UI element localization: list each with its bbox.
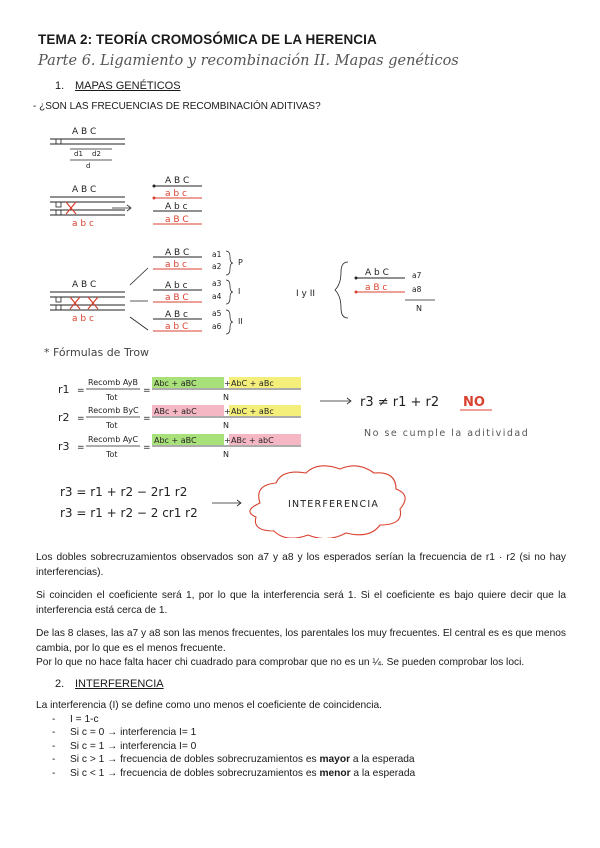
fraction-denominator: N (416, 304, 422, 313)
section-label: INTERFERENCIA (75, 678, 164, 690)
bullet-text: I = 1-c (70, 714, 99, 725)
gametes-2 (153, 248, 243, 334)
class-label: a1 (212, 250, 222, 259)
formula-term: Abc + aBC (154, 379, 197, 388)
formula-N: N (223, 421, 229, 430)
svg-text:=: = (77, 386, 85, 396)
formula-numerator: Recomb ByC (88, 406, 139, 415)
interference-cloud-label: INTERFERENCIA (288, 499, 380, 510)
paragraph: De las 8 clases, las a7 y a8 son las menos frecuentes, los parentales los muy frecuentes. El central es es que menos cambia, por lo que es el menos frecuente. (36, 628, 566, 654)
formula-r1 (58, 377, 301, 402)
formula-term: ABc + abC (231, 436, 274, 445)
bullet-text: Si c = 0 → interferencia I= 1 (70, 727, 197, 739)
bullet-text: Si c < 1 → frecuencia de dobles sobrecruzamientos es (70, 767, 320, 779)
svg-text:=: = (77, 443, 85, 453)
interferencia-list (52, 713, 415, 780)
distance-label: d (86, 162, 91, 170)
gamete-label-red: a B c (365, 283, 388, 293)
formulas-title: * Fórmulas de Trow (44, 346, 150, 359)
section-number: 1. (55, 80, 65, 92)
bullet-dash: - (52, 727, 56, 739)
interference-equation-1: r3 = r1 + r2 − 2r1 r2 (60, 485, 188, 499)
paragraph: Por lo que no hace falta hacer chi cuadrado para comprobar que no es un ¼. Se pueden comprobar los loci. (36, 657, 525, 668)
no-mark: NO (463, 395, 485, 410)
page-title: TEMA 2: TEORÍA CROMOSÓMICA DE LA HERENCIA (38, 32, 377, 47)
formula-term: AbC + aBc (231, 379, 274, 388)
formula-numerator: Recomb AyC (88, 435, 139, 444)
paragraph: Los dobles sobrecruzamientos observados son a7 y a8 y los esperados serían la frecuencia de r1 · r2 (si no hay interferencias). (36, 552, 566, 578)
class-label: a6 (212, 322, 222, 331)
class-label: a2 (212, 262, 222, 271)
list-item (52, 713, 415, 726)
formula-term: Abc + aBC (154, 436, 197, 445)
formula-term: AbC + aBc (231, 407, 274, 416)
formula-name: r3 (58, 440, 70, 453)
svg-text:=: = (143, 443, 151, 453)
formula-denominator: Tot (106, 421, 118, 430)
bullet-dash: - (52, 767, 56, 779)
gamete-label-red: a B C (165, 215, 189, 225)
formula-N: N (223, 393, 229, 402)
distance-label: d1 (74, 150, 83, 158)
gamete-label-red: a B C (165, 293, 189, 303)
bullet-text: Si c = 1 → interferencia I= 0 (70, 740, 197, 752)
gamete-label: A B c (165, 310, 189, 320)
genes-label-red: a b c (72, 314, 94, 324)
additivity-result: r3 ≠ r1 + r2 (360, 395, 440, 410)
bullet-text-end: a la esperada (350, 754, 415, 766)
formula-name: r2 (58, 411, 70, 424)
list-item (52, 767, 415, 780)
distance-label: d2 (92, 150, 101, 158)
bullet-dash: - (52, 740, 56, 752)
paragraph: Si coinciden el coeficiente será 1, por lo que la interferencia será 1. Si el coeficiente es bajo quiere decir que la interferencia está cerca de 1. (36, 590, 566, 616)
formula-denominator: Tot (106, 393, 118, 402)
gamete-label: A b c (165, 281, 188, 291)
bullet-bold: mayor (319, 754, 351, 766)
genes-label-red: a b c (72, 219, 94, 229)
class-label: a7 (412, 271, 422, 280)
bullet-dash: - (52, 714, 56, 725)
section-number: 2. (55, 678, 65, 690)
gamete-label-red: a b C (165, 322, 189, 332)
page-subtitle: Parte 6. Ligamiento y recombinación II. Mapas genéticos (38, 53, 459, 69)
genes-label: A B C (72, 127, 97, 137)
section-label: MAPAS GENÉTICOS (75, 80, 181, 92)
bullet-dash: - (52, 754, 56, 766)
gamete-label-red: a b c (165, 260, 187, 270)
section-heading-mapas (55, 80, 181, 92)
question-line: - ¿SON LAS FRECUENCIAS DE RECOMBINACIÓN ADITIVAS? (33, 101, 321, 112)
bullet-bold: menor (319, 767, 351, 779)
formula-N: N (223, 450, 229, 459)
formula-name: r1 (58, 383, 70, 396)
single-crossover (50, 185, 131, 229)
group-label: II (238, 317, 243, 326)
interferencia-definition: La interferencia (I) se define como uno menos el coeficiente de coincidencia. (36, 700, 383, 711)
group-label: P (238, 258, 243, 267)
formula-r2 (58, 405, 301, 430)
bullet-text: Si c > 1 → frecuencia de dobles sobrecruzamientos es (70, 754, 320, 766)
double-recombinants-bracket (296, 262, 435, 318)
class-label: a4 (212, 292, 222, 301)
svg-text:+: + (224, 379, 231, 388)
section-heading-interferencia (55, 678, 164, 690)
genetics-handwritten-diagram (30, 118, 575, 538)
list-item (52, 740, 415, 753)
gamete-label: A B C (165, 176, 190, 186)
svg-text:+: + (224, 407, 231, 416)
bullet-text-end: a la esperada (350, 767, 416, 779)
interference-equation-2: r3 = r1 + r2 − 2 cr1 r2 (60, 506, 198, 520)
formula-r3 (58, 434, 301, 459)
gamete-label: A b C (365, 268, 389, 278)
list-item (52, 726, 415, 739)
class-label: a3 (212, 279, 222, 288)
svg-text:=: = (143, 386, 151, 396)
chromosome-distances (50, 127, 125, 170)
formula-numerator: Recomb AyB (88, 378, 138, 387)
svg-text:+: + (224, 436, 231, 445)
list-item (52, 753, 415, 766)
class-label: a5 (212, 309, 222, 318)
gamete-label: A b c (165, 202, 188, 212)
group-label: I y II (296, 289, 316, 299)
genes-label: A B C (72, 280, 97, 290)
formula-term: ABc + abC (154, 407, 197, 416)
gamete-label: A B C (165, 248, 190, 258)
class-label: a8 (412, 285, 422, 294)
genes-label: A B C (72, 185, 97, 195)
group-label: I (238, 287, 241, 296)
svg-text:=: = (77, 414, 85, 424)
gametes-1 (153, 176, 203, 225)
gamete-label-red: a b c (165, 189, 187, 199)
formula-denominator: Tot (106, 450, 118, 459)
svg-text:=: = (143, 414, 151, 424)
additivity-note: No se cumple la aditividad (364, 428, 530, 439)
double-crossover (50, 268, 148, 330)
